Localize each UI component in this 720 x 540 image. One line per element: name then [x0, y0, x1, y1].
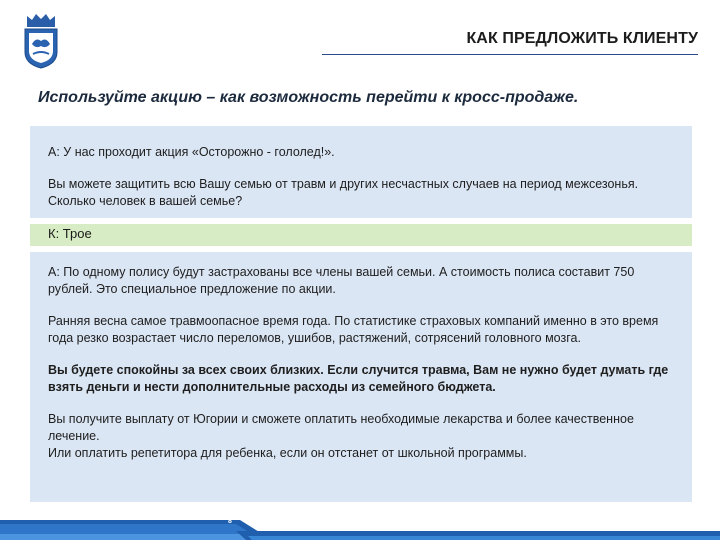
title-underline [322, 54, 698, 55]
season-paragraph: Ранняя весна самое травмоопасное время года. По статистике страховых компаний именно в это время года резко возрастает число переломов, ушибов, растяжений, сотрясений головного мозга. [48, 314, 659, 345]
city-coat-of-arms-icon [20, 12, 62, 70]
client-answer: К: Трое [30, 224, 692, 246]
reassurance-paragraph: Вы будете спокойны за всех своих близких. Если случится травма, Вам не нужно будет думать где взять деньги и нести дополнительные расходы из семейного бюджета. [48, 363, 669, 394]
footer-bar [0, 514, 720, 540]
payout-paragraph: Вы получите выплату от Югории и сможете оплатить необходимые лекарства и более качественное лечение. [48, 412, 634, 443]
family-question: Вы можете защитить всю Вашу семью от травм и других несчастных случаев на период межсезонья. Сколько человек в вашей семье? [48, 177, 639, 208]
subtitle: Используйте акцию – как возможность перейти к кросс-продаже. [38, 89, 579, 106]
offer-line: А: У нас проходит акция «Осторожно - гололед!». [48, 145, 335, 159]
tutor-paragraph: Или оплатить репетитора для ребенка, если он отстанет от школьной программы. [48, 446, 527, 460]
script-block-offer [30, 126, 692, 218]
page-number: 8 [228, 518, 232, 525]
slide-title: КАК ПРЕДЛОЖИТЬ КЛИЕНТУ [466, 30, 698, 47]
policy-paragraph: А: По одному полису будут застрахованы все члены вашей семьи. А стоимость полиса составит 750 рублей. Это специальное предложение по акции. [48, 265, 635, 296]
script-block-pitch [30, 252, 692, 502]
company-logo [20, 12, 62, 70]
